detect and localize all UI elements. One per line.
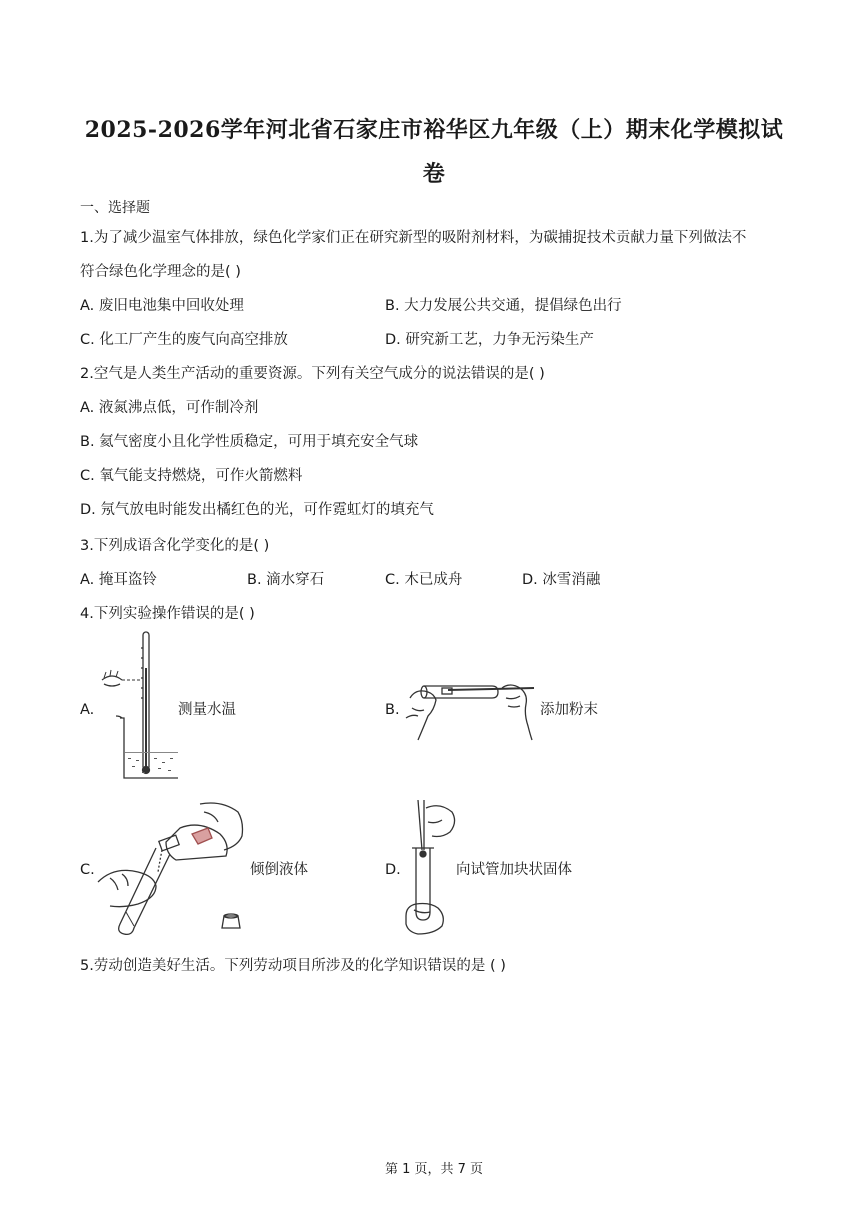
q4-option-d-caption: 向试管加块状固体: [456, 862, 572, 878]
q4-stem: 4.下列实验操作错误的是( ): [80, 606, 255, 622]
q4-option-b-letter: B.: [385, 702, 400, 718]
q4-option-a-letter: A.: [80, 702, 95, 718]
q2-option-a: A. 液氮沸点低，可作制冷剂: [80, 400, 259, 416]
q4-option-b-caption: 添加粉末: [540, 702, 598, 718]
q3-option-d: D. 冰雪消融: [522, 572, 601, 588]
exam-title-line-1: 2025-2026学年河北省石家庄市裕华区九年级（上）期末化学模拟试: [84, 117, 784, 143]
q3-option-b: B. 滴水穿石: [247, 572, 325, 588]
q1-stem-line-1: 1.为了减少温室气体排放，绿色化学家们正在研究新型的吸附剂材料，为碳捕捉技术贡献力量下列做法不: [80, 230, 747, 246]
q2-option-c: C. 氧气能支持燃烧，可作火箭燃料: [80, 468, 303, 484]
q4-option-c-letter: C.: [80, 862, 95, 878]
q1-option-b: B. 大力发展公共交通，提倡绿色出行: [385, 298, 622, 314]
q2-stem: 2.空气是人类生产活动的重要资源。下列有关空气成分的说法错误的是( ): [80, 366, 545, 382]
thermometer-beaker-illustration: [98, 628, 178, 788]
exam-title-line-2: 卷: [422, 161, 446, 187]
pouring-liquid-illustration: [96, 800, 248, 936]
powder-spatula-illustration: [402, 668, 542, 744]
q2-option-b: B. 氦气密度小且化学性质稳定，可用于填充安全气球: [80, 434, 419, 450]
q3-option-c: C. 木已成舟: [385, 572, 463, 588]
section-heading: 一、选择题: [80, 200, 150, 216]
q1-option-c: C. 化工厂产生的废气向高空排放: [80, 332, 288, 348]
q4-option-c-caption: 倾倒液体: [250, 862, 308, 878]
q1-stem-line-2: 符合绿色化学理念的是( ): [80, 264, 241, 280]
q4-option-d-letter: D.: [385, 862, 401, 878]
q3-stem: 3.下列成语含化学变化的是( ): [80, 538, 270, 554]
q2-option-d: D. 氖气放电时能发出橘红色的光，可作霓虹灯的填充气: [80, 502, 434, 518]
q4-option-a-caption: 测量水温: [178, 702, 236, 718]
q5-stem: 5.劳动创造美好生活。下列劳动项目所涉及的化学知识错误的是 ( ): [80, 958, 506, 974]
page-footer: 第 1 页，共 7 页: [384, 1162, 484, 1177]
q3-option-a: A. 掩耳盗铃: [80, 572, 157, 588]
q1-option-a: A. 废旧电池集中回收处理: [80, 298, 244, 314]
block-solid-test-tube-illustration: [402, 798, 458, 938]
q1-option-d: D. 研究新工艺，力争无污染生产: [385, 332, 594, 348]
